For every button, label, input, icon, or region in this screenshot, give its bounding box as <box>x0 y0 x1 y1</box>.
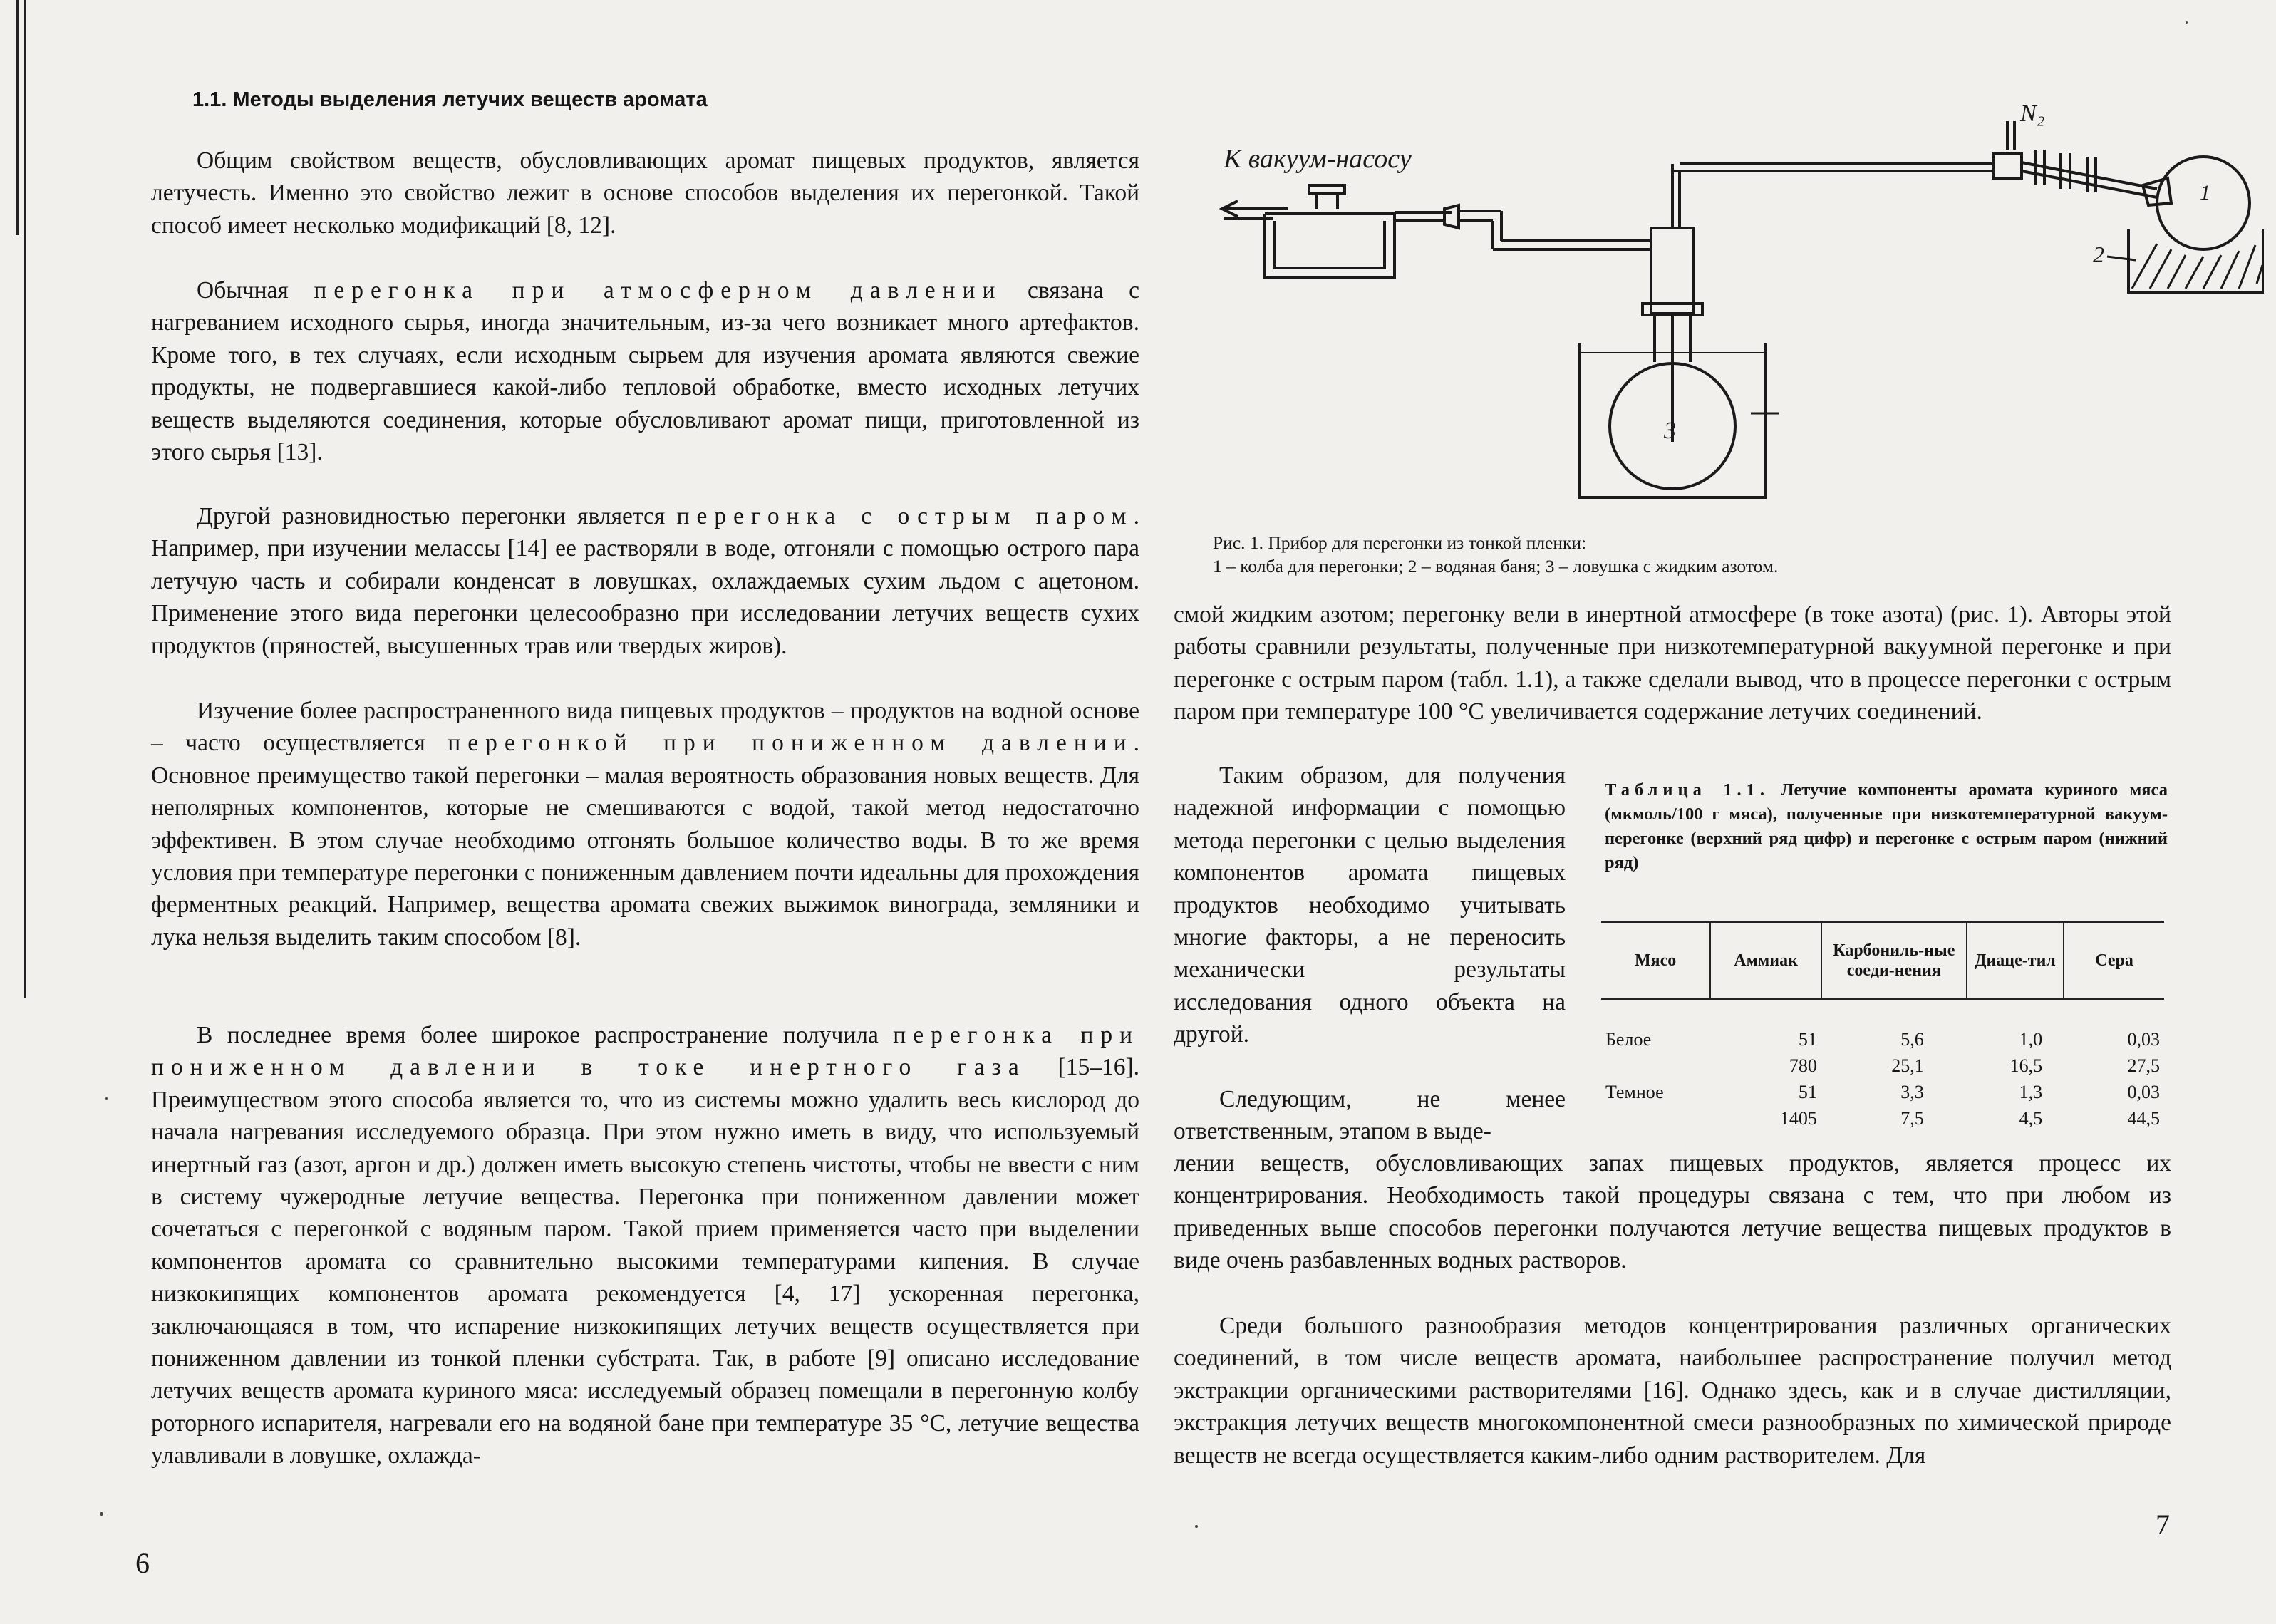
table-cell: 25,1 <box>1891 1055 1924 1076</box>
paragraph: Следующим, не менее ответственным, этапом в выде- <box>1174 1086 1566 1145</box>
flask-label: 1 <box>2200 181 2210 205</box>
table-cell: 7,5 <box>1900 1107 1924 1129</box>
distillation-apparatus-figure <box>1209 78 2264 506</box>
table-header: Мясо <box>1601 922 1710 999</box>
paragraph: Обычная перегонка при атмосферном давлении связана с нагреванием исходного сырья, иногда значительным, из-за чего возникает много артефактов. Кроме того, в тех случаях, если исходным сырьем для изучения аромата являются свежие продукты, не подвергавшиеся какой-либо тепловой обработке, вместо исходных летучих веществ выделяются соединения, которые обусловливают аромат пищи, приготовленной из этого сырья [13]. <box>151 277 1139 466</box>
table-cell: 51 <box>1798 1081 1817 1102</box>
table-cell: 0,03 <box>2127 1081 2160 1102</box>
caption-line: Рис. 1. Прибор для перегонки из тонкой пленки: <box>1213 532 1587 553</box>
vacuum-pump-label: К вакуум-насосу <box>1224 144 1412 174</box>
caption-line: 1 – колба для перегонки; 2 – водяная баня; 3 – ловушка с жидким азотом. <box>1213 556 1779 576</box>
paragraph: Таким образом, для получения надежной информации с помощью метода перегонки с целью выделения компонентов аромата пищевых продуктов необходимо учитывать многие факторы, а не переносить механически результаты исследования одного объекта на другой. <box>1174 762 1566 1048</box>
right-page <box>1138 0 2276 1624</box>
scan-speck <box>1195 1525 1198 1528</box>
table-caption: Таблица 1.1. Летучие компоненты аромата куриного мяса (мкмоль/100 г мяса), полученные при низкотемпературной вакуум-перегонке (верхний ряд цифр) и перегонке с острым паром (нижний ряд) <box>1605 780 2168 872</box>
table-header: Сера <box>2064 922 2164 999</box>
table-row <box>1601 1105 2164 1132</box>
table-row <box>1601 1053 2164 1079</box>
paragraph: смой жидким азотом; перегонку вели в инертной атмосфере (в токе азота) (рис. 1). Авторы этой работы сравнили результаты, полученные при низкотемпературной вакуумной перегонке и при перегонке с острым паром (табл. 1.1), а также сделали вывод, что в процессе перегонки с острым паром при температуре 100 °С увеличивается содержание летучих соединений. <box>1174 601 2171 725</box>
table-row <box>1601 1079 2164 1105</box>
trap-label: 3 <box>1664 418 1676 444</box>
table-cell: 1,0 <box>2019 1028 2043 1050</box>
table-cell <box>1601 1105 1710 1132</box>
table-cell: 5,6 <box>1900 1028 1924 1050</box>
paragraph: Общим свойством веществ, обусловливающих аромат пищевых продуктов, является летучесть. Именно это свойство лежит в основе способов выделения их перегонкой. Такой способ имеет несколько модификаций [8, 12]. <box>151 148 1139 239</box>
table-header: Аммиак <box>1710 922 1821 999</box>
paragraph: Другой разновидностью перегонки является перегонка с острым паром. Например, при изучении мелассы [14] ее растворяли в воде, отгоняли с помощью острого пара летучую часть и собирали конденсат в ловушках, охлаждаемых сухим льдом с ацетоном. Применение этого вида перегонки целесообразно при исследовании летучих веществ сухих продуктов (пряностей, высушенных трав или твердых жиров). <box>151 503 1140 659</box>
paragraph: лении веществ, обусловливающих запах пищевых продуктов, является процесс их концентрирования. Необходимость такой процедуры связана с тем, что при любом из приведенных выше способов перегонки получаются летучие вещества пищевых продуктов в виде очень разбавленных водных растворов. <box>1174 1150 2171 1274</box>
table-row <box>1601 1026 2164 1053</box>
figure-caption <box>1213 531 2210 578</box>
data-table <box>1601 921 2164 1132</box>
section-title: 1.1. Методы выделения летучих веществ аромата <box>192 88 708 111</box>
table-header: Диаце-тил <box>1967 922 2064 999</box>
bath-label: 2 <box>2093 242 2104 267</box>
table-header: Карбониль-ные соеди-нения <box>1821 922 1967 999</box>
table-cell: 780 <box>1789 1055 1817 1076</box>
scan-speck <box>2186 21 2188 24</box>
table-cell: 3,3 <box>1900 1081 1924 1102</box>
table-cell: 44,5 <box>2127 1107 2160 1129</box>
table-cell: 51 <box>1798 1028 1817 1050</box>
binding-edge <box>16 0 19 235</box>
paragraph: В последнее время более широкое распространение получила перегонка при пониженном давлении в токе инертного газа [15–16]. Преимуществом этого способа является то, что из системы можно удалить весь кислород до начала нагревания исследуемого образца. При этом нужно иметь в виду, что используемый инертный газ (азот, аргон и др.) должен иметь высокую степень чистоты, чтобы не ввести с ним в систему чужеродные летучие вещества. Перегонка при пониженном давлении может сочетаться с перегонкой с водяным паром. Такой прием применяется часто при выделении компонентов аромата со сравнительно высокими температурами кипения. В случае низкокипящих компонентов аромата рекомендуется [4, 17] ускоренная перегонка, заключающаяся в том, что испарение низкокипящих летучих веществ осуществляется при пониженном давлении из тонкой пленки субстрата. Так, в работе [9] описано исследование летучих веществ аромата куриного мяса: исследуемый образец помещали в перегонную колбу роторного испарителя, нагревали его на водяной бане при температуре 35 °С, летучие вещества улавливали в ловушке, охлажда- <box>151 1022 1139 1469</box>
scan-speck <box>105 1097 108 1100</box>
scan-speck <box>100 1512 103 1516</box>
table-cell: 4,5 <box>2019 1107 2043 1129</box>
table-cell: 1,3 <box>2019 1081 2043 1102</box>
page-number: 7 <box>2156 1509 2170 1541</box>
table-cell: Белое <box>1605 1028 1652 1050</box>
page-number: 6 <box>135 1547 150 1579</box>
table-cell: 16,5 <box>2009 1055 2043 1076</box>
nitrogen-label: N₂ <box>2020 100 2045 127</box>
table-cell: 0,03 <box>2127 1028 2160 1050</box>
table-cell: 27,5 <box>2127 1055 2160 1076</box>
paragraph: Среди большого разнообразия методов концентрирования различных органических соединений, в том числе веществ аромата, наибольшее распространение получил метод экстракции органическими растворителями [16]. Однако здесь, как и в случае дистилляции, экстракция летучих веществ многокомпонентной смеси разнообразных по химической природе веществ не всегда осуществляется каким-либо одним растворителем. Для <box>1174 1313 2171 1469</box>
binding-edge <box>24 0 26 998</box>
table-cell: Темное <box>1605 1081 1664 1102</box>
table-cell <box>1601 1053 1710 1079</box>
table-cell: 1405 <box>1779 1107 1817 1129</box>
paragraph: Изучение более распространенного вида пищевых продуктов – продуктов на водной основе – часто осуществляется перегонкой при пониженном давлении. Основное преимущество такой перегонки – малая вероятность образования новых веществ. Для неполярных компонентов, которые не смешиваются с водой, такой метод недостаточно эффективен. В этом случае необходимо отгонять большое количество воды. В то же время условия при температуре перегонки с пониженным давлением почти идеальны для прохождения ферментных реакций. Например, вещества аромата свежих выжимок винограда, земляники и лука нельзя выделить таким способом [8]. <box>151 698 1139 951</box>
